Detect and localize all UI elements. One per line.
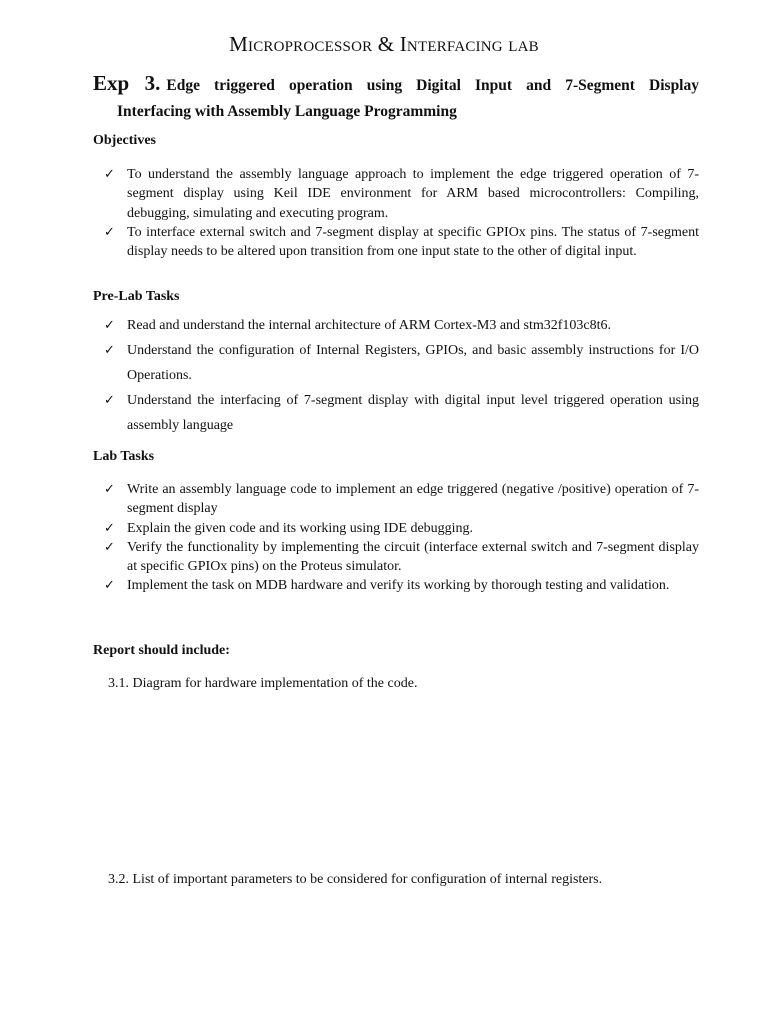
report-item-3-2: 3.2. List of important parameters to be considered for configuration of internal registers. [108, 872, 603, 887]
check-icon: ✓ [104, 343, 115, 358]
objectives-heading: Objectives [93, 133, 156, 148]
list-item: ✓ Verify the functionality by implementing the circuit (interface external switch and 7-segment display at specific GPIOx pins) on the Proteus simulator. [104, 539, 699, 575]
list-item: ✓ Understand the configuration of Internal Registers, GPIOs, and basic assembly instructions for I/O Operations. [104, 338, 699, 388]
list-item: ✓ To interface external switch and 7-segment display at specific GPIOx pins. The status of 7-segment display needs to be altered upon transition from one input state to the other of digital input. [104, 224, 699, 260]
check-icon: ✓ [104, 224, 115, 240]
prelab-list [104, 313, 699, 438]
list-item: ✓ Write an assembly language code to implement an edge triggered (negative /positive) operation of 7-segment display [104, 482, 699, 517]
labtasks-heading: Lab Tasks [93, 449, 155, 464]
report-item-3-1: 3.1. Diagram for hardware implementation of the code. [108, 676, 418, 691]
report-heading: Report should include: [93, 643, 230, 658]
objectives-list [104, 165, 699, 261]
list-item: ✓ Explain the given code and its working using IDE debugging. [104, 519, 699, 538]
experiment-title-line2: Interfacing with Assembly Language Programming [117, 103, 457, 120]
prelab-heading: Pre-Lab Tasks [93, 289, 180, 304]
check-icon: ✓ [104, 482, 115, 497]
check-icon: ✓ [104, 520, 115, 536]
list-item: ✓ To understand the assembly language approach to implement the edge triggered operation of 7-segment display using Keil IDE environment for ARM based microcontrollers: Compiling, debugging, simulating and executing program. [104, 167, 699, 221]
list-item: ✓ Understand the interfacing of 7-segment display with digital input level triggered operation using assembly language [104, 388, 699, 438]
check-icon: ✓ [104, 539, 115, 555]
experiment-title-line1: Edge triggered operation using Digital Input and 7-Segment Display [166, 77, 699, 94]
check-icon: ✓ [104, 578, 115, 594]
check-icon: ✓ [104, 393, 115, 408]
experiment-title [93, 71, 699, 96]
list-item: ✓ Implement the task on MDB hardware and verify its working by thorough testing and validation. [104, 576, 699, 595]
labtasks-list [104, 480, 699, 596]
list-item: ✓ Read and understand the internal architecture of ARM Cortex-M3 and stm32f103c8t6. [104, 313, 699, 338]
check-icon: ✓ [104, 318, 115, 333]
lab-title: Microprocessor & Interfacing lab [229, 32, 539, 56]
experiment-label: Exp 3. [93, 71, 161, 95]
check-icon: ✓ [104, 167, 115, 182]
